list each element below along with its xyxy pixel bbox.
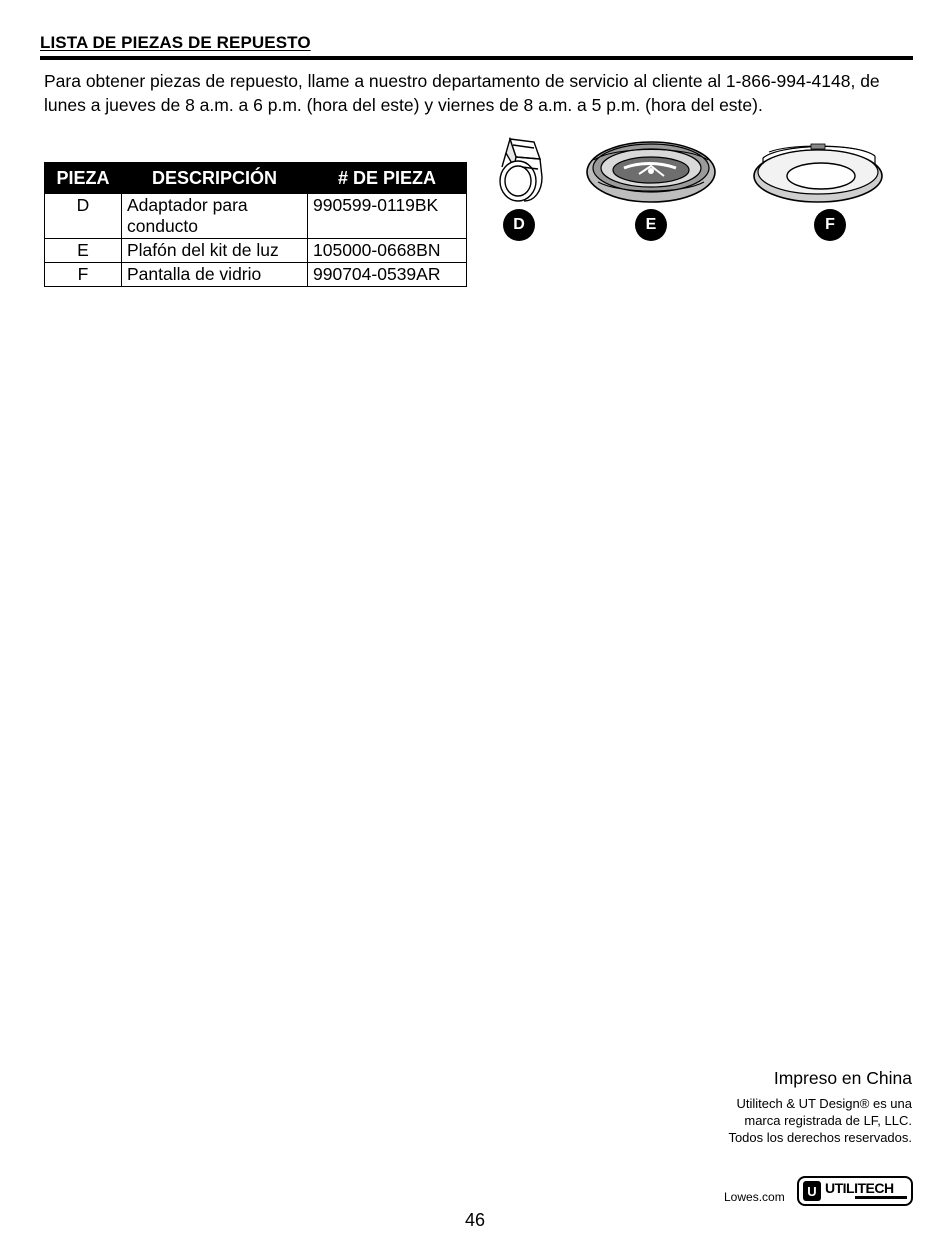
cell-description: Adaptador para conducto: [122, 194, 308, 239]
legal-line-1: Utilitech & UT Design® es una: [736, 1096, 912, 1111]
website-link[interactable]: Lowes.com: [724, 1190, 785, 1204]
cell-piece: E: [45, 239, 122, 263]
logo-mark: U: [803, 1181, 821, 1201]
parts-table: [44, 162, 467, 287]
part-badge-d: D: [503, 209, 535, 241]
light-kit-housing-icon: [584, 138, 718, 206]
cell-description: Pantalla de vidrio: [122, 263, 308, 287]
title-rule: [40, 56, 913, 60]
header-description: DESCRIPCIÓN: [122, 163, 308, 194]
legal-line-2: marca registrada de LF, LLC.: [744, 1113, 912, 1128]
table-row: [45, 263, 467, 287]
logo-tagline-mark: [855, 1196, 907, 1199]
duct-adapter-icon: [494, 137, 556, 205]
header-piece: PIEZA: [45, 163, 122, 194]
part-badge-f: F: [814, 209, 846, 241]
cell-description: Plafón del kit de luz: [122, 239, 308, 263]
cell-piece: F: [45, 263, 122, 287]
page-number: 46: [464, 1210, 486, 1230]
table-header-row: [45, 163, 467, 194]
intro-paragraph: Para obtener piezas de repuesto, llame a nuestro departamento de servicio al cliente al 1-866-994-4148, de lunes a jueves de 8 a.m. a 6 p.m. (hora del este) y viernes de 8 a.m. a 5 p.m. (hora del este).: [44, 71, 880, 115]
section-title: LISTA DE PIEZAS DE REPUESTO: [40, 33, 311, 52]
logo-text: UTILITECH: [825, 1180, 894, 1196]
part-badge-e: E: [635, 209, 667, 241]
legal-line-3: Todos los derechos reservados.: [728, 1130, 912, 1145]
footer-block: [728, 1068, 912, 1146]
cell-part-number: 990704-0539AR: [308, 263, 467, 287]
header-part-number: # DE PIEZA: [308, 163, 467, 194]
printed-in: Impreso en China: [773, 1068, 912, 1088]
table-row: [45, 239, 467, 263]
cell-piece: D: [45, 194, 122, 239]
cell-part-number: 990599-0119BK: [308, 194, 467, 239]
glass-lens-icon: [751, 138, 885, 206]
utilitech-logo: [797, 1176, 913, 1206]
table-row: [45, 194, 467, 239]
cell-part-number: 105000-0668BN: [308, 239, 467, 263]
